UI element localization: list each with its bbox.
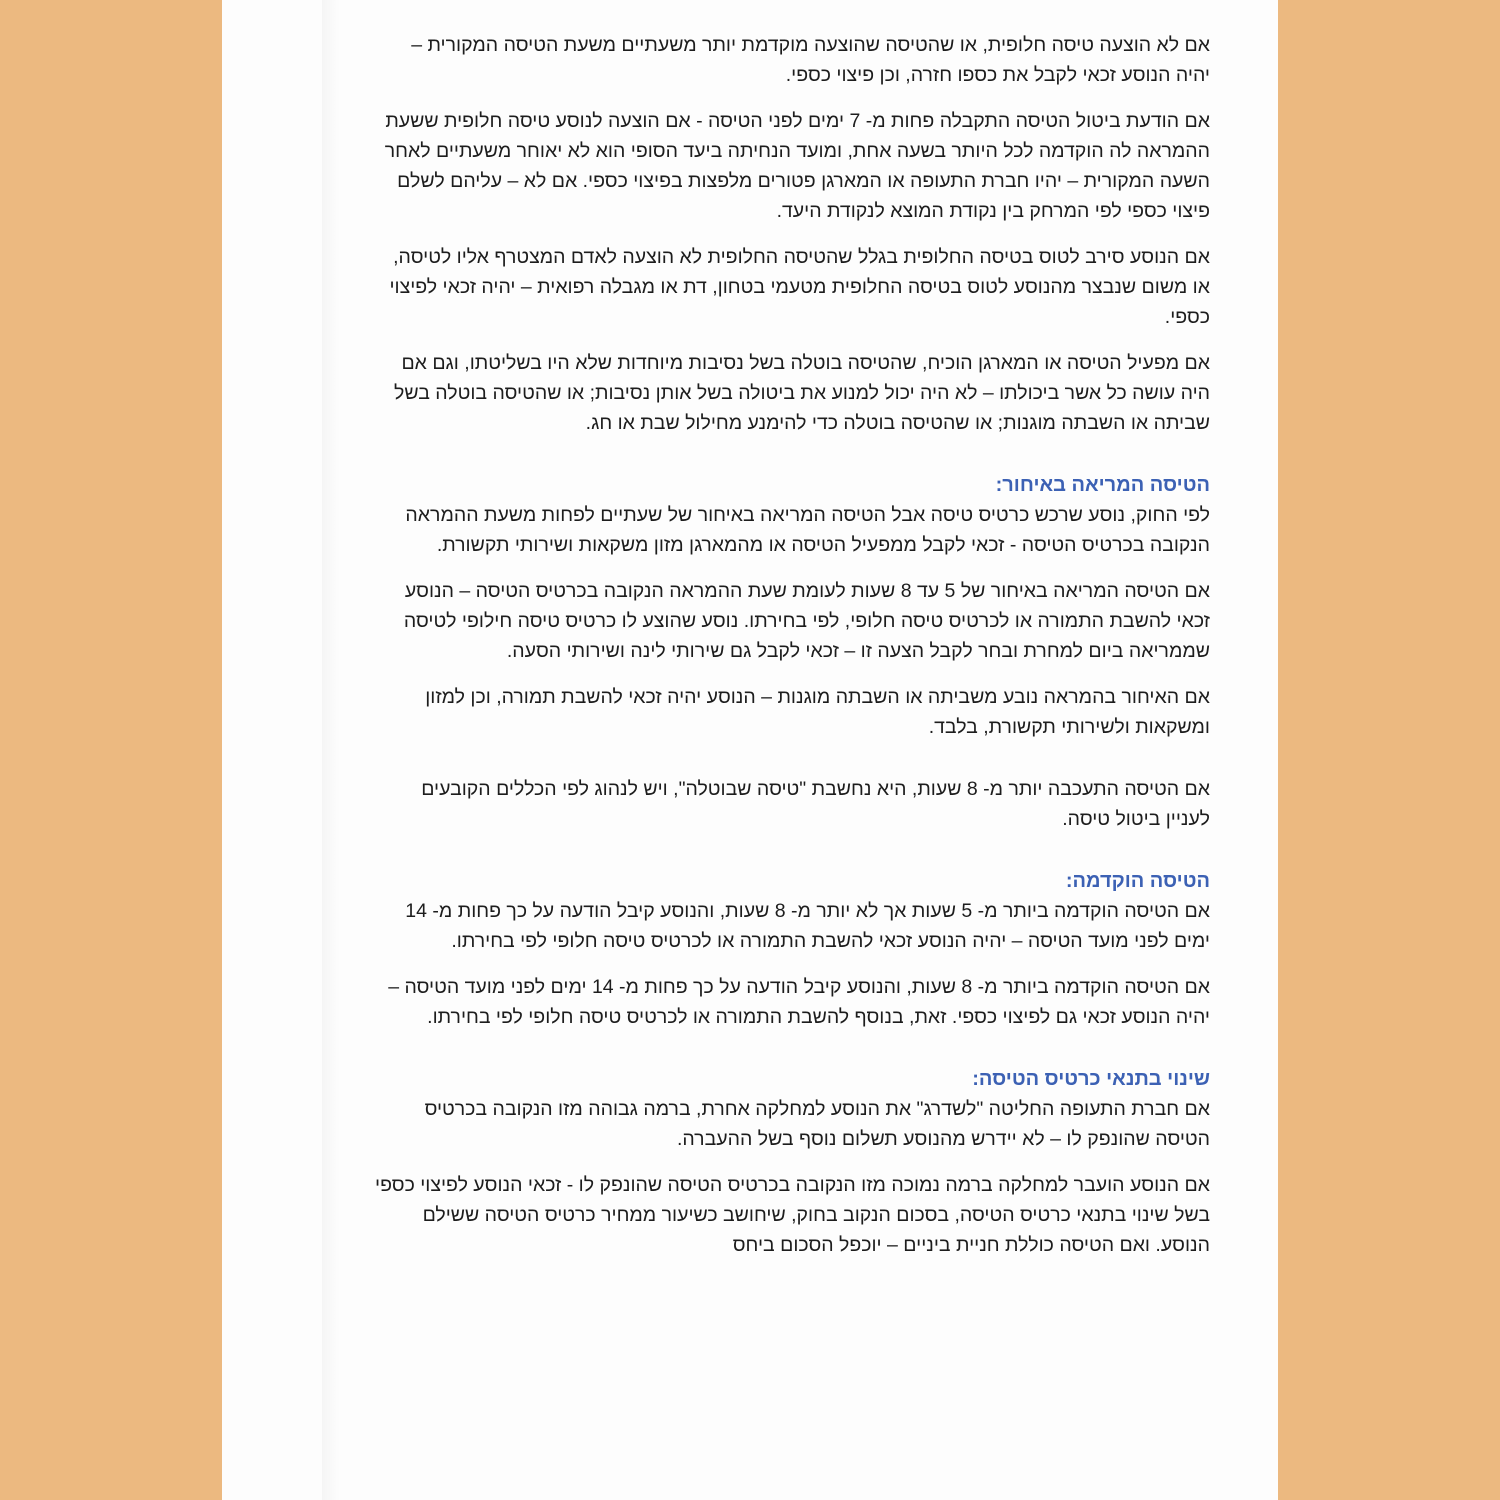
document-body [372, 30, 1210, 1276]
paragraph-delay-strike: אם האיחור בהמראה נובע משביתה או השבתה מוגנות – הנוסע יהיה זכאי להשבת תמורה, וכן למזון ומשקאות ולשירותי תקשורת, בלבד. [425, 686, 1210, 738]
paragraph-advanced-over-eight-hours: אם הטיסה הוקדמה ביותר מ- 8 שעות, והנוסע קיבל הודעה על כך פחות מ- 14 ימים לפני מועד הטיסה – יהיה הנוסע זכאי גם לפיצוי כספי. זאת, בנוסף להשבת התמורה או לכרטיס טיסה חלופי לפי בחירתו. [388, 976, 1210, 1028]
paragraph-advanced-five-to-eight-hours: אם הטיסה הוקדמה ביותר מ- 5 שעות אך לא יותר מ- 8 שעות, והנוסע קיבל הודעה על כך פחות מ- 14 ימים לפני מועד הטיסה – יהיה הנוסע זכאי להשבת התמורה או לכרטיס טיסה חלופי לפי בחירתו. [405, 900, 1210, 952]
paragraph-delay-two-hours: לפי החוק, נוסע שרכש כרטיס טיסה אבל הטיסה המריאה באיחור של שעתיים לפחות משעת ההמראה הנקובה בכרטיס הטיסה - זכאי לקבל ממפעיל הטיסה או מהמארגן מזון משקאות ושירותי תקשורת. [405, 504, 1210, 556]
document-page [222, 0, 1278, 1500]
paragraph-passenger-refused-alternative: אם הנוסע סירב לטוס בטיסה החלופית בגלל שהטיסה החלופית לא הוצעה לאדם המצטרף אליו לטיסה, או משום שנבצר מהנוסע לטוס בטיסה החלופית מטעמי בטחון, דת או מגבלה רפואית – יהיה זכאי לפיצוי כספי. [389, 246, 1210, 328]
paragraph-cancellation-notice-7-days: אם הודעת ביטול הטיסה התקבלה פחות מ- 7 ימים לפני הטיסה - אם הוצעה לנוסע טיסה חלופית ששעת ההמראה לה הוקדמה לכל היותר בשעה אחת, ומועד הנחיתה ביעד הסופי הוא לא יאוחר משעתיים לאחר השעה המקורית – יהיו חברת התעופה או המארגן פטורים מלפצות בפיצוי כספי. אם לא – עליהם לשלם פיצוי כספי לפי המרחק בין נקודת המוצא לנקודת היעד. [384, 110, 1210, 222]
paragraph-alternative-flight-refund: אם לא הוצעה טיסה חלופית, או שהטיסה שהוצעה מוקדמת יותר משעתיים משעת הטיסה המקורית – יהיה הנוסע זכאי לקבל את כספו חזרה, וכן פיצוי כספי. [411, 34, 1210, 86]
heading-advanced-flight: הטיסה הוקדמה: [1065, 870, 1210, 892]
paragraph-upgrade: אם חברת התעופה החליטה "לשדרג" את הנוסע למחלקה אחרת, ברמה גבוהה מזו הנקובה בכרטיס הטיסה שהונפק לו – לא יידרש מהנוסע תשלום נוסף בשל ההעברה. [424, 1098, 1210, 1150]
paragraph-special-circumstances: אם מפעיל הטיסה או המארגן הוכיח, שהטיסה בוטלה בשל נסיבות מיוחדות שלא היו בשליטתו, וגם אם היה עושה כל אשר ביכולתו – לא היה יכול למנוע את ביטולה בשל אותן נסיבות; או שהטיסה בוטלה בשל שביתה או השבתה מוגנות; או שהטיסה בוטלה כדי להימנע מחילול שבת או חג. [394, 352, 1210, 434]
paragraph-downgrade: אם הנוסע הועבר למחלקה ברמה נמוכה מזו הנקובה בכרטיס הטיסה שהונפק לו - זכאי הנוסע לפיצוי כספי בשל שינוי בתנאי כרטיס הטיסה, בסכום הנקוב בחוק, שיחושב כשיעור ממחיר כרטיס הטיסה ששילם הנוסע. ואם הטיסה כוללת חניית ביניים – יוכפל הסכום ביחס [375, 1174, 1210, 1256]
paragraph-delay-over-eight-hours: אם הטיסה התעכבה יותר מ- 8 שעות, היא נחשבת "טיסה שבוטלה", ויש לנהוג לפי הכללים הקובעים לעניין ביטול טיסה. [421, 778, 1210, 830]
page-fold-shadow [322, 0, 340, 1500]
heading-delayed-flight: הטיסה המריאה באיחור: [995, 474, 1210, 496]
paragraph-delay-five-to-eight-hours: אם הטיסה המריאה באיחור של 5 עד 8 שעות לעומת שעת ההמראה הנקובה בכרטיס הטיסה – הנוסע זכאי להשבת התמורה או לכרטיס טיסה חלופי, לפי בחירתו. נוסע שהוצע לו כרטיס טיסה חילופי לטיסה שממריאה ביום למחרת ובחר לקבל הצעה זו – זכאי לקבל גם שירותי לינה ושירותי הסעה. [403, 580, 1210, 662]
heading-ticket-terms-change: שינוי בתנאי כרטיס הטיסה: [972, 1068, 1210, 1090]
